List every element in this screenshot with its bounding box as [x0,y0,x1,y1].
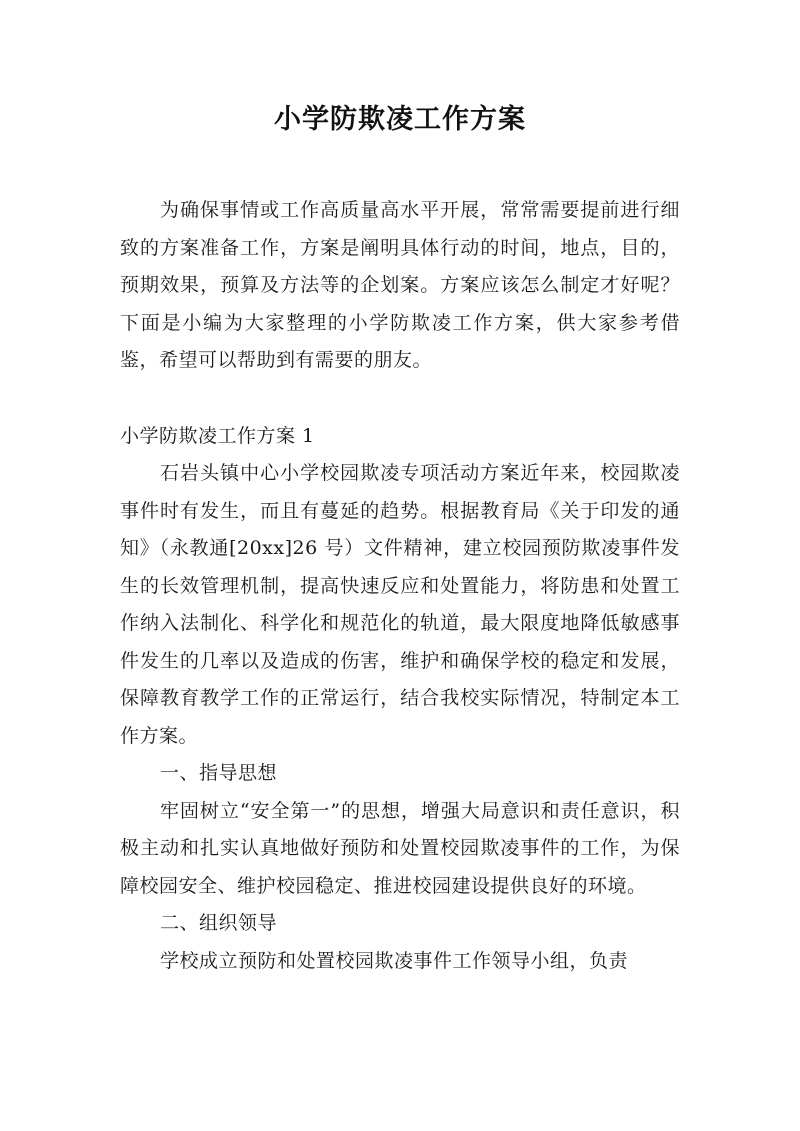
section-1-paragraph: 石岩头镇中心小学校园欺凌专项活动方案近年来，校园欺凌事件时有发生，而且有蔓延的趋势。根据教育局《关于印发的通知》（永教通[20xx]26 号）文件精神，建立校园预防欺凌事件发生的长效管理机制，提高快速反应和处置能力，将防患和处置工作纳入法制化、科学化和规范化的轨道，最大限度地降低敏感事件发生的几率以及造成的伤害，维护和确保学校的稳定和发展，保障教育教学工作的正常运行，结合我校实际情况，特制定本工作方案。 [120,462,680,747]
guiding-ideology-paragraph: 牢固树立“安全第一”的思想，增强大局意识和责任意识，积极主动和扎实认真地做好预防和处置校园欺凌事件的工作，为保障校园安全、维护校园稳定、推进校园建设提供良好的环境。 [120,799,680,897]
heading-guiding-ideology: 一、指导思想 [160,762,278,784]
heading-organization-leadership: 二、组织领导 [160,912,278,934]
intro-paragraph: 为确保事情或工作高质量高水平开展，常常需要提前进行细致的方案准备工作，方案是阐明具体行动的时间，地点，目的，预期效果，预算及方法等的企划案。方案应该怎么制定才好呢？下面是小编为大家整理的小学防欺凌工作方案，供大家参考借鉴，希望可以帮助到有需要的朋友。 [120,199,680,371]
section-1-title: 小学防欺凌工作方案 1 [120,424,315,447]
document-title: 小学防欺凌工作方案 [274,104,526,135]
organization-leadership-paragraph: 学校成立预防和处置校园欺凌事件工作领导小组，负责 [160,949,629,972]
